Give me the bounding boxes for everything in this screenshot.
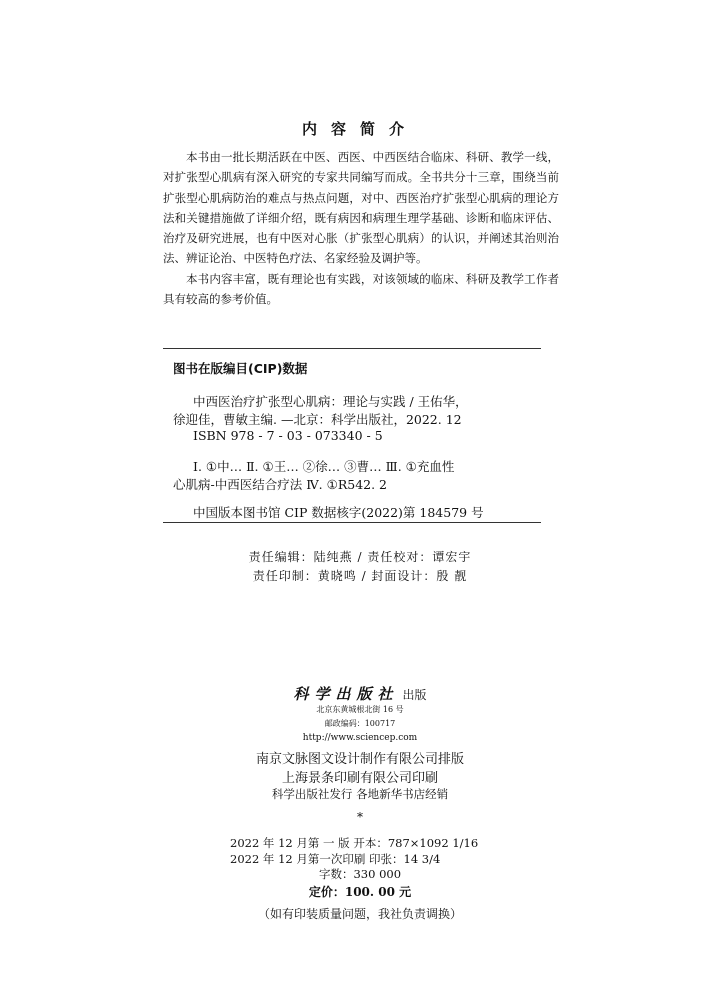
- publisher-address: 北京东黄城根北街 16 号: [316, 705, 404, 714]
- cip-heading: 图书在版编目(CIP)数据: [173, 361, 308, 376]
- separator-star: *: [357, 810, 363, 824]
- printer: 上海景条印刷有限公司印刷: [281, 771, 438, 786]
- printing-spec: 2022 年 12 月第一次印刷 印张：14 3/4: [230, 852, 441, 866]
- cip-bottom-rule: [163, 522, 541, 523]
- summary-title: 内容简介: [301, 120, 418, 138]
- publisher-website: http://www.sciencep.com: [302, 733, 418, 743]
- cip-isbn: ISBN 978 - 7 - 03 - 073340 - 5: [193, 428, 383, 443]
- cip-line: Ⅰ. ①中… Ⅱ. ①王… ②徐… ③曹… Ⅲ. ①充血性: [193, 459, 455, 474]
- cip-line: 中西医治疗扩张型心肌病：理论与实践 / 王佑华，: [193, 394, 468, 409]
- cip-top-rule: [163, 348, 541, 349]
- typesetter: 南京文脉图文设计制作有限公司排版: [255, 752, 464, 767]
- price: 定价：100. 00 元: [308, 885, 412, 899]
- publisher-suffix: 出版: [402, 688, 427, 702]
- cip-line: 徐迎佳，曹敏主编. —北京：科学出版社，2022. 12: [173, 412, 462, 427]
- summary-body: [163, 147, 559, 309]
- publisher-row: [0, 683, 720, 704]
- editor-credits: 责任编辑：陆纯燕 / 责任校对：谭宏宇: [248, 550, 472, 564]
- distribution: 科学出版社发行 各地新华书店经销: [271, 787, 449, 801]
- cip-record-number: 中国版本图书馆 CIP 数据核字(2022)第 184579 号: [193, 505, 484, 520]
- quality-notice: （如有印装质量问题，我社负责调换）: [257, 907, 462, 921]
- publisher-logo: 科学出版社: [293, 685, 399, 703]
- word-count: 字数：330 000: [318, 867, 402, 881]
- summary-paragraph: 本书由一批长期活跃在中医、西医、中西医结合临床、科研、教学一线，对扩张型心肌病有深入研究的专家共同编写而成。全书共分十三章，围绕当前扩张型心肌病防治的难点与热点问题，对中、西医治疗扩张型心肌病的理论方法和关键措施做了详细介绍，既有病因和病理生理学基础、诊断和临床评估、治疗及研究进展，也有中医对心胀（扩张型心肌病）的认识，并阐述其治则治法、辨证论治、中医特色疗法、名家经验及调护等。: [163, 150, 559, 266]
- edition-spec: 2022 年 12 月第 一 版 开本：787×1092 1/16: [230, 836, 479, 850]
- production-credits: 责任印制：黄晓鸣 / 封面设计：殷 靓: [252, 569, 468, 583]
- publisher-postcode: 邮政编码：100717: [324, 719, 396, 728]
- summary-paragraph: 本书内容丰富，既有理论也有实践，对该领域的临床、科研及教学工作者具有较高的参考价值。: [163, 271, 559, 307]
- cip-line: 心肌病-中西医结合疗法 Ⅳ. ①R542. 2: [173, 477, 388, 492]
